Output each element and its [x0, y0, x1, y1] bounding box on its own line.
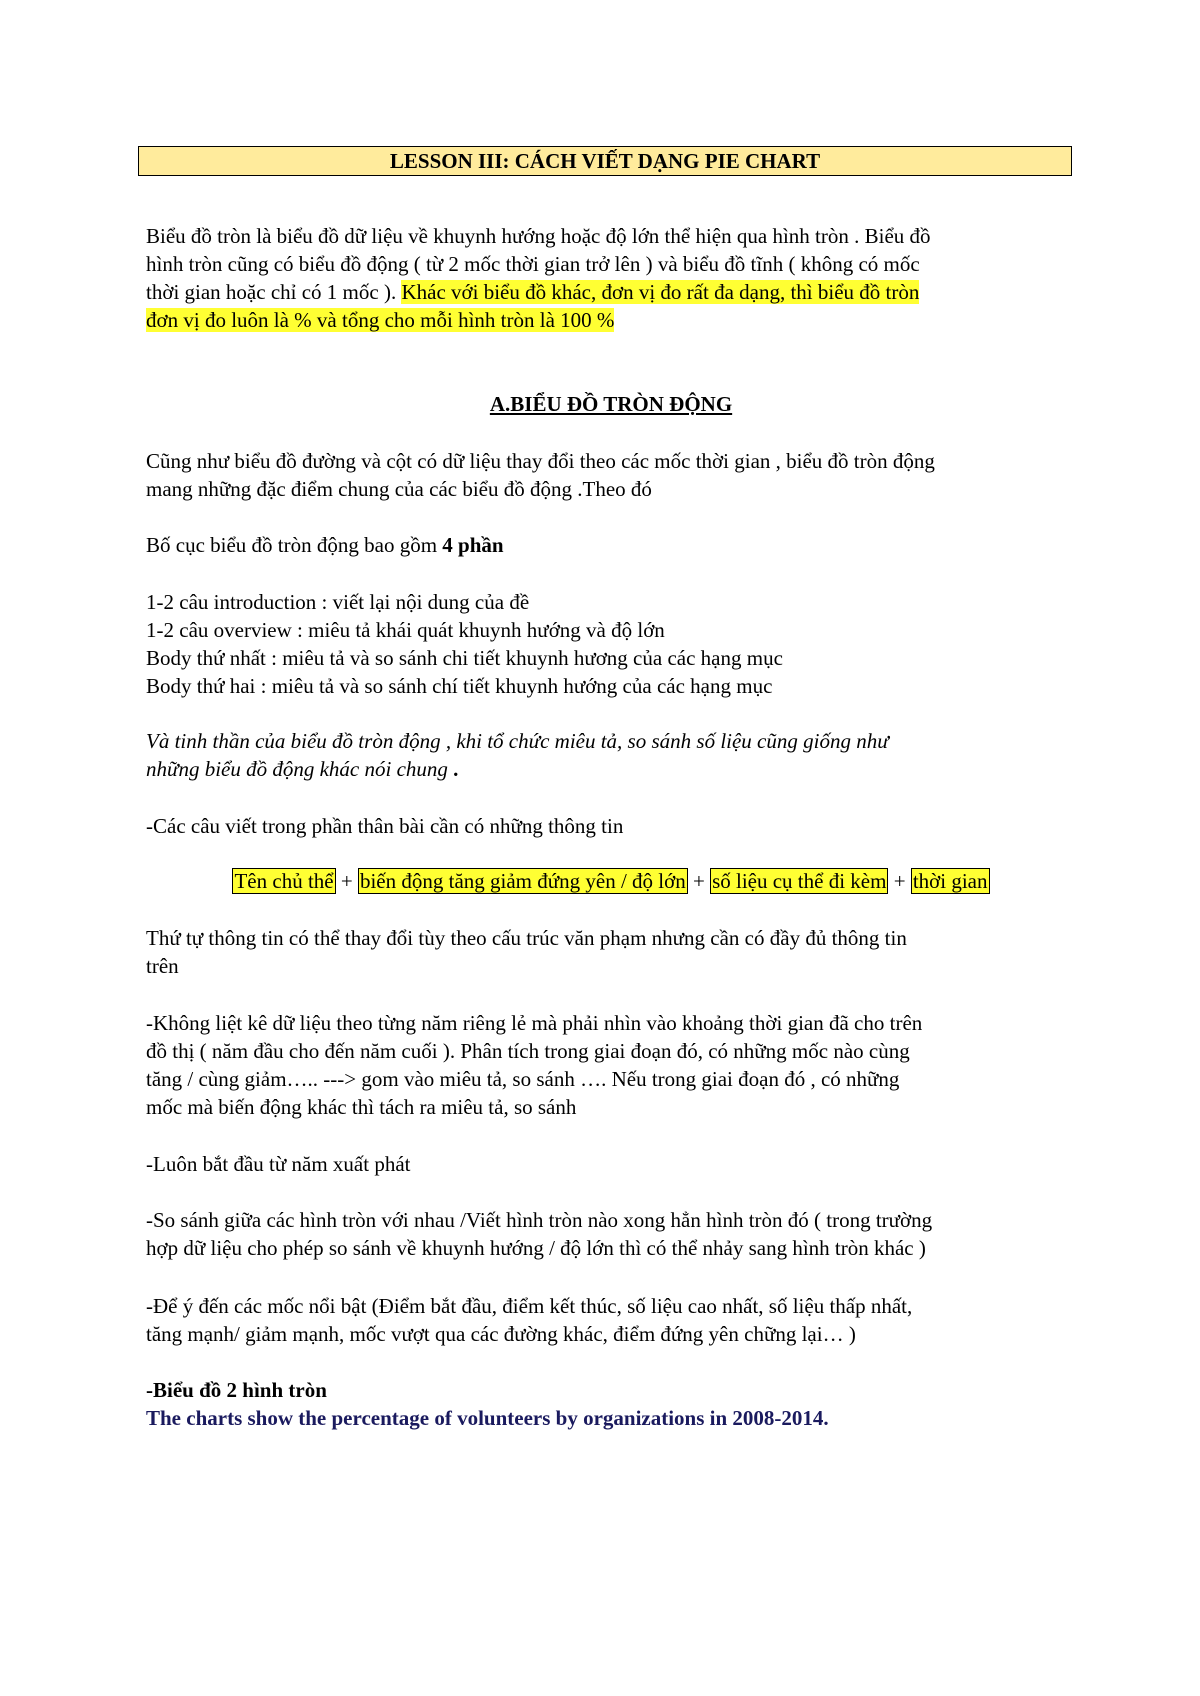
nolist-paragraph: [146, 1009, 1076, 1121]
italic-line-2: [146, 755, 1076, 783]
order-line-2: trên: [146, 954, 179, 978]
formula-figures: số liệu cụ thể đi kèm: [712, 869, 887, 893]
parts-list: [146, 588, 1076, 700]
order-paragraph: [146, 924, 1076, 980]
order-line-1: Thứ tự thông tin có thể thay đổi tùy theo cấu trúc văn phạm nhưng cần có đầy đủ thông tin: [146, 926, 907, 950]
formula-change: biến động tăng giảm đứng yên / độ lớn: [359, 869, 686, 893]
nolist-line-3: tăng / cùng giảm….. ---> gom vào miêu tả, so sánh …. Nếu trong giai đoạn đó , có những: [146, 1067, 900, 1091]
notice-line-2: tăng mạnh/ giảm mạnh, mốc vượt qua các đường khác, điểm đứng yên chững lại… ): [146, 1322, 856, 1346]
example-prompt: The charts show the percentage of volunteers by organizations in 2008-2014.: [146, 1406, 829, 1430]
notice-line-1: -Để ý đến các mốc nổi bật (Điểm bắt đầu, điểm kết thúc, số liệu cao nhất, số liệu thấp nhất,: [146, 1294, 913, 1318]
layout-line: [146, 531, 1076, 559]
two-charts-heading: -Biểu đồ 2 hình tròn: [146, 1378, 327, 1402]
intro-line-1: Biểu đồ tròn là biểu đồ dữ liệu về khuynh hướng hoặc độ lớn thể hiện qua hình tròn . Biểu đồ: [146, 224, 931, 248]
list-item: 1-2 câu introduction : viết lại nội dung của đề: [146, 590, 530, 614]
formula-row: [146, 866, 1076, 896]
compare-paragraph: [146, 1206, 1076, 1262]
compare-line-2: hợp dữ liệu cho phép so sánh về khuynh hướng / độ lớn thì có thể nhảy sang hình tròn khác ): [146, 1236, 926, 1260]
intro-line-3: [146, 278, 1076, 306]
formula-time: thời gian: [912, 869, 988, 893]
two-charts-block: [146, 1376, 1076, 1432]
formula-plus: +: [893, 869, 906, 893]
italic-line-1: Và tinh thần của biểu đồ tròn động , khi tổ chức miêu tả, so sánh số liệu cũng giống như: [146, 729, 889, 753]
section-a-intro-line-2: mang những đặc điểm chung của các biểu đồ động .Theo đó: [146, 477, 652, 501]
italic-line-2-text: những biểu đồ động khác nói chung: [146, 757, 448, 781]
layout-prefix: Bố cục biểu đồ tròn động bao gồm: [146, 533, 443, 557]
list-item: Body thứ nhất : miêu tả và so sánh chi tiết khuynh hương của các hạng mục: [146, 646, 783, 670]
nolist-line-4: mốc mà biến động khác thì tách ra miêu tả, so sánh: [146, 1095, 577, 1119]
intro-line-4: [146, 306, 1076, 334]
formula-plus: +: [340, 869, 353, 893]
nolist-line-1: -Không liệt kê dữ liệu theo từng năm riêng lẻ mà phải nhìn vào khoảng thời gian đã cho trên: [146, 1011, 923, 1035]
lesson-title: LESSON III: CÁCH VIẾT DẠNG PIE CHART: [138, 146, 1072, 176]
formula-plus: +: [692, 869, 705, 893]
intro-line-2: hình tròn cũng có biểu đồ động ( từ 2 mốc thời gian trở lên ) và biểu đồ tĩnh ( không có mốc: [146, 252, 920, 276]
formula-subject: Tên chủ thể: [234, 869, 334, 893]
body-info-line: -Các câu viết trong phần thân bài cần có những thông tin: [146, 814, 624, 838]
intro-highlight-1: Khác với biểu đồ khác, đơn vị đo rất đa dạng, thì biểu đồ tròn: [401, 280, 920, 304]
nolist-line-2: đồ thị ( năm đầu cho đến năm cuối ). Phân tích trong giai đoạn đó, có những mốc nào cùng: [146, 1039, 910, 1063]
section-a-intro: [146, 447, 1076, 503]
list-item: Body thứ hai : miêu tả và so sánh chí tiết khuynh hướng của các hạng mục: [146, 674, 773, 698]
intro-paragraph: [146, 222, 1076, 334]
italic-paragraph: [146, 727, 1076, 783]
start-line: -Luôn bắt đầu từ năm xuất phát: [146, 1152, 411, 1176]
section-a-intro-line-1: Cũng như biểu đồ đường và cột có dữ liệu thay đổi theo các mốc thời gian , biểu đồ tròn động: [146, 449, 935, 473]
intro-highlight-2: đơn vị đo luôn là % và tổng cho mỗi hình tròn là 100 %: [146, 308, 615, 332]
list-item: 1-2 câu overview : miêu tả khái quát khuynh hướng và độ lớn: [146, 618, 665, 642]
notice-paragraph: [146, 1292, 1076, 1348]
italic-line-2-end: .: [447, 757, 459, 781]
section-a-heading: A.BIỂU ĐỒ TRÒN ĐỘNG: [489, 392, 733, 416]
layout-bold: 4 phần: [442, 533, 504, 557]
intro-line-3-text: thời gian hoặc chỉ có 1 mốc ).: [146, 280, 402, 304]
compare-line-1: -So sánh giữa các hình tròn với nhau /Viết hình tròn nào xong hẳn hình tròn đó ( trong trường: [146, 1208, 933, 1232]
